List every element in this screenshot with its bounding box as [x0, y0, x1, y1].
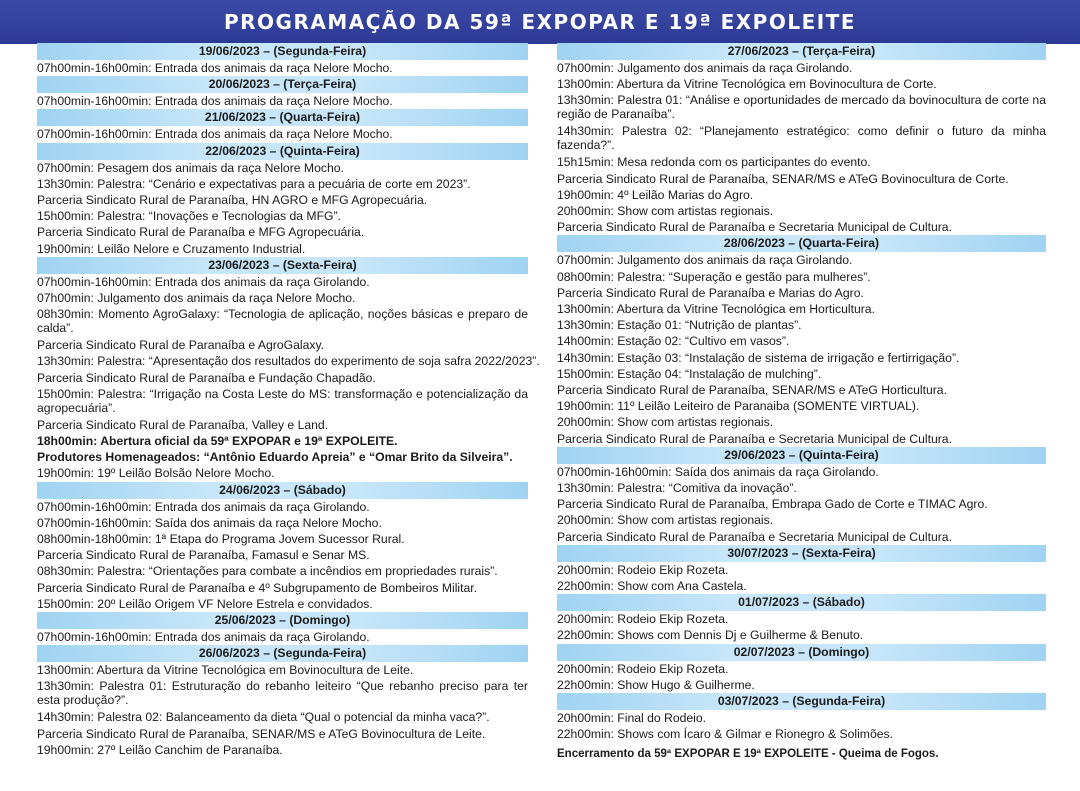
schedule-entry: 07h00min-16h00min: Entrada dos animais da raça Nelore Mocho.: [37, 61, 393, 75]
schedule-entry: Parceria Sindicato Rural de Paranaíba, HN AGRO e MFG Agropecuária.: [37, 193, 428, 208]
day-block: [37, 612, 528, 645]
day-header: 27/06/2023 – (Terça-Feira): [557, 43, 1046, 60]
schedule-entry: 07h00min-16h00min: Saída dos animais da raça Nelore Mocho.: [37, 515, 382, 530]
schedule-entry: 20h00min: Show com artistas regionais.: [557, 513, 774, 528]
schedule-entry: 08h00min-18h00min: 1ª Etapa do Programa Jovem Sucessor Rural.: [37, 532, 405, 547]
day-header: 25/06/2023 – (Domingo): [37, 612, 528, 629]
day-block: [557, 693, 1046, 742]
day-block: [37, 645, 528, 758]
schedule-entry: 13h30min: Estação 01: “Nutrição de plantas”.: [557, 318, 802, 333]
day-header: 19/06/2023 – (Segunda-Feira): [37, 43, 528, 60]
day-block: [37, 76, 528, 109]
schedule-entry: 20h00min: Show com artistas regionais.: [557, 415, 774, 430]
schedule-entry: 13h00min: Abertura da Vitrine Tecnológica em Horticultura.: [557, 302, 875, 317]
schedule-entry: 08h30min: Momento AgroGalaxy: “Tecnologia de aplicação, noções básicas e preparo de calda”.: [37, 307, 528, 336]
schedule-entry: Parceria Sindicato Rural de Paranaíba e MFG Agropecuária.: [37, 225, 365, 240]
schedule-entry: 22h00min: Show com Ana Castela.: [557, 579, 747, 594]
schedule-entry: 14h30min: Estação 03: “Instalação de sistema de irrigação e fertirrigação”.: [557, 350, 960, 365]
day-header: 29/06/2023 – (Quinta-Feira): [557, 447, 1046, 464]
schedule-entry: 07h00min: Pesagem dos animais da raça Nelore Mocho.: [37, 160, 344, 175]
schedule-entry: 08h00min: Palestra: “Superação e gestão para mulheres”.: [557, 269, 871, 284]
schedule-entry: 14h00min: Estação 02: “Cultivo em vasos”.: [557, 334, 790, 349]
schedule-entry: 22h00min: Show Hugo & Guilherme.: [557, 677, 755, 692]
schedule-entry: 14h30min: Palestra 02: “Planejamento estratégico: como definir o futuro da minha fazenda?”.: [557, 124, 1046, 153]
day-block: [37, 143, 528, 257]
schedule-entry: 15h15min: Mesa redonda com os participantes do evento.: [557, 155, 871, 170]
day-header: 02/07/2023 – (Domingo): [557, 644, 1046, 661]
schedule-entry: Parceria Sindicato Rural de Paranaíba e Marias do Agro.: [557, 285, 864, 300]
day-header: 01/07/2023 – (Sábado): [557, 594, 1046, 611]
day-block: [557, 447, 1046, 545]
schedule-entry: 20h00min: Final do Rodeio.: [557, 711, 707, 726]
schedule-entry: Parceria Sindicato Rural de Paranaíba, Famasul e Senar MS.: [37, 548, 370, 563]
schedule-entry: 07h00min-16h00min: Entrada dos animais da raça Nelore Mocho.: [37, 127, 393, 142]
schedule-entry: 13h30min: Palestra: “Comitiva da inovação”.: [557, 481, 797, 496]
schedule-entry: 07h00min-16h00min: Saída dos animais da raça Girolando.: [557, 464, 879, 479]
schedule-entry: 07h00min-16h00min: Entrada dos animais da raça Girolando.: [37, 499, 370, 514]
schedule-entry: 07h00min-16h00min: Entrada dos animais da raça Girolando.: [37, 274, 370, 289]
day-header: 26/06/2023 – (Segunda-Feira): [37, 645, 528, 662]
schedule-entry: 07h00min-16h00min: Entrada dos animais da raça Girolando.: [37, 630, 370, 645]
schedule-entry: Parceria Sindicato Rural de Paranaíba e 4º Subgrupamento de Bombeiros Militar.: [37, 580, 478, 595]
header-banner: [0, 0, 1080, 44]
schedule-entry: 22h00min: Shows com Ícaro & Gilmar e Rionegro & Solimões.: [557, 727, 893, 742]
schedule-entry: Parceria Sindicato Rural de Paranaíba, Embrapa Gado de Corte e TIMAC Agro.: [557, 497, 988, 512]
schedule-entry: 15h00min: 20º Leilão Origem VF Nelore Estrela e convidados.: [37, 596, 373, 611]
schedule-entry: Parceria Sindicato Rural de Paranaíba e Secretaria Municipal de Cultura.: [557, 529, 952, 544]
day-block: [557, 545, 1046, 594]
schedule-entry: 15h00min: Estação 04: “Instalação de mulching”.: [557, 366, 822, 381]
day-block: [37, 482, 528, 612]
day-block: [557, 43, 1046, 235]
day-block: [37, 43, 528, 76]
day-header: 30/07/2023 – (Sexta-Feira): [557, 545, 1046, 562]
day-block: [557, 235, 1046, 446]
schedule-entry: 19h00min: 19º Leilão Bolsão Nelore Mocho.: [37, 466, 275, 481]
schedule-entry: 15h00min: Palestra: “Irrigação na Costa Leste do MS: transformação e potencialização da agropecuária”.: [37, 386, 528, 415]
schedule-entry: 13h30min: Palestra: “Cenário e expectativas para a pecuária de corte em 2023”.: [37, 176, 471, 191]
schedule-entry: 19h00min: 4º Leilão Marias do Agro.: [557, 187, 754, 202]
schedule-entry: Parceria Sindicato Rural de Paranaíba, Valley e Land.: [37, 417, 329, 432]
schedule-entry: 20h00min: Show com artistas regionais.: [557, 204, 774, 219]
schedule-entry: Parceria Sindicato Rural de Paranaíba e Secretaria Municipal de Cultura.: [557, 220, 952, 235]
schedule-entry: 13h00min: Abertura da Vitrine Tecnológica em Bovinocultura de Corte.: [557, 77, 937, 92]
schedule-entry: 19h00min: 11º Leilão Leiteiro de Paranaiba (SOMENTE VIRTUAL).: [557, 399, 920, 414]
schedule-entry: 13h30min: Palestra: “Apresentação dos resultados do experimento de soja safra 2022/2023”.: [37, 354, 540, 369]
day-block: [37, 257, 540, 482]
day-header: 28/06/2023 – (Quarta-Feira): [557, 235, 1046, 252]
schedule-entry: 19h00min: Leilão Nelore e Cruzamento Industrial.: [37, 241, 306, 256]
schedule-entry: 19h00min: 27º Leilão Canchim de Paranaíba.: [37, 742, 283, 757]
schedule-entry: Parceria Sindicato Rural de Paranaíba e AgroGalaxy.: [37, 338, 325, 353]
schedule-entry: 22h00min: Shows com Dennis Dj e Guilherme & Benuto.: [557, 628, 864, 643]
right-column: [557, 43, 1046, 743]
schedule-entry: 13h30min: Palestra 01: Estruturação do rebanho leiteiro “Que rebanho preciso para ter esta produção?”.: [37, 679, 528, 708]
day-header: 21/06/2023 – (Quarta-Feira): [37, 109, 528, 126]
schedule-entry: 20h00min: Rodeio Ekip Rozeta.: [557, 612, 729, 627]
schedule-entry: Parceria Sindicato Rural de Paranaíba, SENAR/MS e ATeG Bovinocultura de Leite.: [37, 726, 486, 741]
schedule-entry: 18h00min: Abertura oficial da 59ª EXPOPAR e 19ª EXPOLEITE.: [37, 434, 398, 449]
schedule-entry: 13h30min: Palestra 01: “Análise e oportunidades de mercado da bovinocultura de corte na região de Paranaíba”.: [557, 93, 1046, 122]
schedule-entry: 07h00min: Julgamento dos animais da raça Girolando.: [557, 61, 853, 75]
day-header: 23/06/2023 – (Sexta-Feira): [37, 257, 528, 274]
schedule-entry: Parceria Sindicato Rural de Paranaíba, SENAR/MS e ATeG Bovinocultura de Corte.: [557, 171, 1009, 186]
day-header: 22/06/2023 – (Quinta-Feira): [37, 143, 528, 160]
page-title: PROGRAMAÇÃO DA 59ª EXPOPAR E 19ª EXPOLEITE: [224, 10, 856, 34]
schedule-entry: 07h00min-16h00min: Entrada dos animais da raça Nelore Mocho.: [37, 94, 393, 109]
schedule-entry: 07h00min: Julgamento dos animais da raça Nelore Mocho.: [37, 291, 356, 306]
left-column: [37, 43, 540, 758]
day-header: 03/07/2023 – (Segunda-Feira): [557, 693, 1046, 710]
day-header: 20/06/2023 – (Terça-Feira): [37, 76, 528, 93]
day-block: [557, 594, 1046, 643]
schedule-entry: 07h00min: Julgamento dos animais da raça Girolando.: [557, 253, 853, 268]
schedule-entry: Produtores Homenageados: “Antônio Eduardo Apreia” e “Omar Brito da Silveira”.: [37, 450, 513, 465]
closing-note: Encerramento da 59ª EXPOPAR E 19ª EXPOLEITE - Queima de Fogos.: [557, 748, 939, 760]
schedule-entry: Parceria Sindicato Rural de Paranaíba e Fundação Chapadão.: [37, 370, 376, 385]
schedule-entry: 13h00min: Abertura da Vitrine Tecnológica em Bovinocultura de Leite.: [37, 663, 414, 678]
schedule-entry: 15h00min: Palestra: “Inovações e Tecnologias da MFG”.: [37, 209, 341, 224]
schedule-entry: 08h30min: Palestra: “Orientações para combate a incêndios em propriedades rurais”.: [37, 564, 498, 579]
schedule-entry: 14h30min: Palestra 02: Balanceamento da dieta “Qual o potencial da minha vaca?”.: [37, 710, 490, 725]
schedule-entry: 20h00min: Rodeio Ekip Rozeta.: [557, 562, 729, 577]
schedule-entry: 20h00min: Rodeio Ekip Rozeta.: [557, 661, 729, 676]
day-block: [557, 644, 1046, 693]
day-block: [37, 109, 528, 142]
schedule-entry: Parceria Sindicato Rural de Paranaíba, SENAR/MS e ATeG Horticultura.: [557, 383, 947, 398]
schedule-entry: Parceria Sindicato Rural de Paranaíba e Secretaria Municipal de Cultura.: [557, 431, 952, 446]
day-header: 24/06/2023 – (Sábado): [37, 482, 528, 499]
